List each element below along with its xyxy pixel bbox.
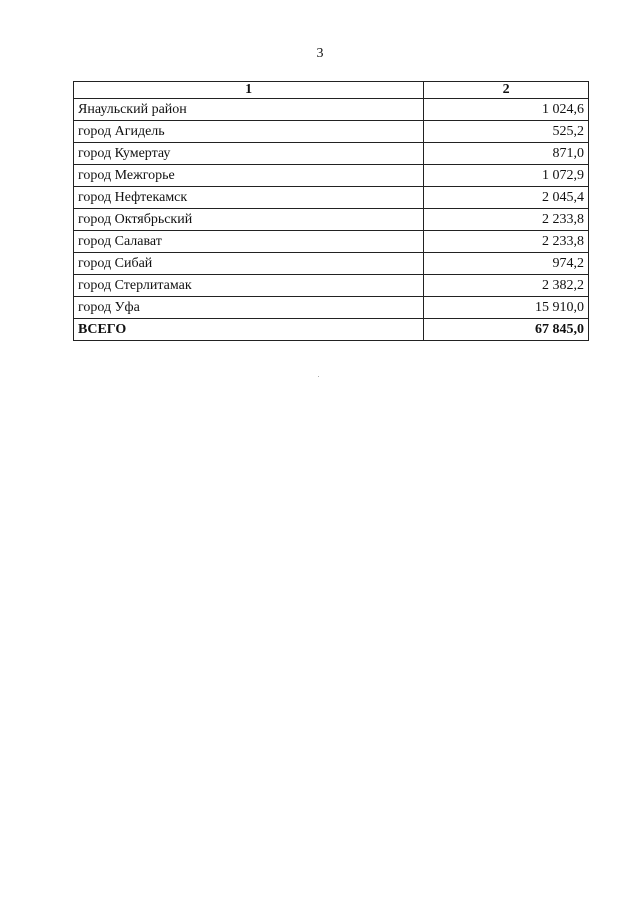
row-name: Янаульский район: [74, 99, 424, 121]
data-table: [73, 81, 589, 341]
table-header-row: [74, 82, 589, 99]
table-row: [74, 99, 589, 121]
table-row: [74, 297, 589, 319]
row-name: город Уфа: [74, 297, 424, 319]
row-name: город Агидель: [74, 121, 424, 143]
row-value: 1 072,9: [424, 165, 589, 187]
column-header-2: 2: [424, 82, 589, 99]
row-value: 2 382,2: [424, 275, 589, 297]
total-row: [74, 319, 589, 341]
row-value: 525,2: [424, 121, 589, 143]
row-value: 974,2: [424, 253, 589, 275]
row-name: город Нефтекамск: [74, 187, 424, 209]
row-name: город Октябрьский: [74, 209, 424, 231]
scan-speck: [318, 376, 319, 377]
total-label: ВСЕГО: [74, 319, 424, 341]
row-name: город Стерлитамак: [74, 275, 424, 297]
table-row: [74, 143, 589, 165]
row-name: город Межгорье: [74, 165, 424, 187]
total-value: 67 845,0: [424, 319, 589, 341]
row-name: город Сибай: [74, 253, 424, 275]
row-name: город Салават: [74, 231, 424, 253]
table-row: [74, 187, 589, 209]
row-name: город Кумертау: [74, 143, 424, 165]
row-value: 2 233,8: [424, 209, 589, 231]
column-header-1: 1: [74, 82, 424, 99]
table-row: [74, 121, 589, 143]
row-value: 2 233,8: [424, 231, 589, 253]
table-row: [74, 209, 589, 231]
row-value: 1 024,6: [424, 99, 589, 121]
table-row: [74, 275, 589, 297]
row-value: 871,0: [424, 143, 589, 165]
row-value: 2 045,4: [424, 187, 589, 209]
table-row: [74, 253, 589, 275]
table-row: [74, 165, 589, 187]
table-row: [74, 231, 589, 253]
page-number: 3: [316, 46, 324, 61]
row-value: 15 910,0: [424, 297, 589, 319]
